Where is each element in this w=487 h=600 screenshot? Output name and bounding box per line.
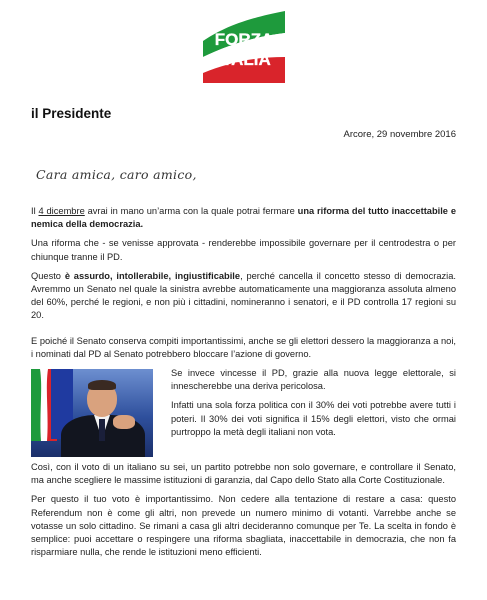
photo-section — [31, 367, 456, 461]
referendum-date: 4 dicembre — [38, 206, 85, 216]
logo-text-italia: ITALIA — [217, 50, 271, 69]
handwritten-salutation: Cara amica, caro amico, — [36, 167, 197, 182]
paragraph-5: Se invece vincesse il PD, grazie alla nuova legge elettorale, si innescherebbe una deriva pericolosa. — [171, 368, 456, 392]
portrait-photo — [31, 369, 153, 457]
logo-flag-graphic — [203, 11, 285, 83]
paragraph-4: E poiché il Senato conserva compiti importantissimi, anche se gli elettori dessero la maggioranza a noi, i nominati dal PD al Senato potrebbero bloccare l’azione di governo. — [31, 335, 456, 359]
paragraph-3: Questo è assurdo, intollerabile, ingiustificabile, perché cancella il concetto stesso di democrazia. Avremmo un Senato nel quale la sinistra avrebbe automaticamente una maggioranza assoluta almeno del 60%, perché le regioni, e non più i cittadini, nomineranno i senatori, e il PD controlla 17 regioni su 20. — [31, 270, 456, 321]
bold-phrase: una riforma del tutto inaccettabile e nemica della democrazia. — [31, 206, 456, 230]
paragraph-1: Il 4 dicembre avrai in mano un’arma con la quale potrai fermare una riforma del tutto inaccettabile e nemica della democrazia. — [31, 206, 456, 230]
letter-body — [31, 205, 456, 565]
sender-title: il Presidente — [31, 106, 112, 121]
paragraph-6: Infatti una sola forza politica con il 30% dei voti potrebbe avere tutti i poteri. Il 30% dei voti significa il 15% degli elettori, visto che ormai purtroppo la metà degli italiani non vota. — [171, 400, 456, 437]
paragraph-7: Così, con il voto di un italiano su sei, un partito potrebbe non solo governare, e controllare il Senato, ma anche scegliere le massime istituzioni di garanzia, dal Capo dello Stato alla Corte Costituzionale. — [31, 462, 456, 486]
logo-text-forza: FORZA — [214, 30, 274, 49]
paragraph-8: Per questo il tuo voto è importantissimo. Non cedere alla tentazione di restare a casa: questo Referendum non è come gli altri, non prevede un numero minimo di votanti. Varrebbe anche se votasse un solo cittadino. Se rimani a casa gli altri decideranno comunque per Te. La scelta in fondo è semplice: puoi accettare o respingere una riforma sbagliata, inaccettabile in democrazia, che non fa risparmiare nulla, che rende le istituzioni meno efficienti. — [31, 494, 456, 558]
bold-phrase: è assurdo, intollerabile, ingiustificabile — [64, 270, 241, 281]
forza-italia-logo — [203, 11, 285, 83]
paragraph-2: Una riforma che - se venisse approvata - renderebbe impossibile governare per il centrodestra o per chiunque tranne il PD. — [31, 238, 456, 262]
letter-date: Arcore, 29 novembre 2016 — [343, 129, 456, 140]
